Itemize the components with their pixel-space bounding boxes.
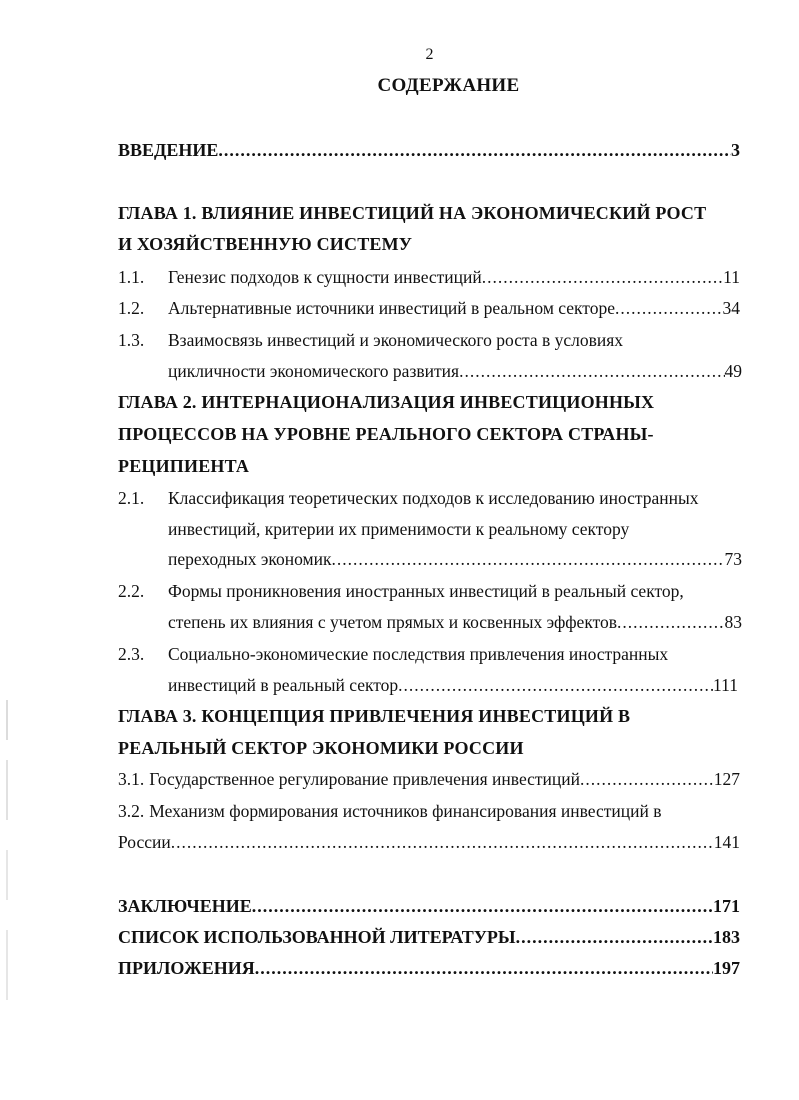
page-number: 2: [425, 46, 434, 63]
chapter2-heading-line3[interactable]: РЕЦИПИЕНТА: [118, 456, 250, 476]
dot-leader: [218, 140, 731, 161]
toc-entry-3-2[interactable]: [118, 801, 740, 822]
section-number: 1.1.: [118, 267, 145, 287]
dot-leader: [482, 267, 723, 288]
section-title-line1: Формы проникновения иностранных инвестиций в реальный сектор,: [168, 581, 684, 601]
section-title-line2: цикличности экономического развития: [168, 361, 460, 381]
toc-entry-2-1-cont[interactable]: [168, 549, 742, 570]
toc-entry-label: ПРИЛОЖЕНИЯ: [118, 958, 255, 978]
section-title-line2: России: [118, 832, 171, 852]
toc-entry-1-1[interactable]: [118, 267, 740, 288]
dot-leader: [615, 298, 723, 319]
scan-artifact: [6, 700, 8, 740]
toc-entry-3-2-cont[interactable]: [118, 832, 740, 853]
chapter1-heading-line1[interactable]: ГЛАВА 1. ВЛИЯНИЕ ИНВЕСТИЦИЙ НА ЭКОНОМИЧЕСКИЙ РОСТ: [118, 203, 707, 223]
toc-entry-1-3-cont[interactable]: [168, 361, 742, 382]
toc-entry-2-2-cont[interactable]: [168, 612, 742, 633]
toc-page-number: 127: [713, 769, 740, 789]
toc-entry-references[interactable]: [118, 927, 740, 948]
section-title: Альтернативные источники инвестиций в реальном секторе: [168, 298, 615, 318]
dot-leader: [516, 927, 713, 948]
toc-entry-appendix[interactable]: [118, 958, 740, 979]
dot-leader: [252, 896, 713, 917]
section-number: 3.1.: [118, 769, 145, 789]
toc-entry-2-3[interactable]: [118, 644, 740, 665]
toc-page-number: 197: [713, 958, 740, 978]
scan-artifact: [6, 760, 8, 820]
toc-page-number: 11: [723, 267, 740, 287]
dot-leader: [332, 549, 725, 570]
toc-entry-conclusion[interactable]: [118, 896, 740, 917]
toc-page-number: 3: [731, 140, 740, 160]
section-title-line1: Классификация теоретических подходов к исследованию иностранных: [168, 488, 699, 508]
section-title: Государственное регулирование привлечения инвестиций: [149, 769, 581, 789]
section-title: Генезис подходов к сущности инвестиций: [168, 267, 482, 287]
page-title: СОДЕРЖАНИЕ: [377, 75, 520, 96]
section-title-line3: переходных экономик: [168, 549, 332, 569]
toc-entry-1-2[interactable]: [118, 298, 740, 319]
toc-page-number: 73: [724, 549, 742, 569]
toc-page-number: 34: [722, 298, 740, 318]
chapter2-heading-line2[interactable]: ПРОЦЕССОВ НА УРОВНЕ РЕАЛЬНОГО СЕКТОРА СТРАНЫ-: [118, 424, 654, 444]
toc-entry-1-3[interactable]: [118, 330, 740, 351]
dot-leader: [617, 612, 724, 633]
toc-entry-2-2[interactable]: [118, 581, 740, 602]
chapter1-heading-line2[interactable]: И ХОЗЯЙСТВЕННУЮ СИСТЕМУ: [118, 234, 413, 254]
toc-entry-2-3-cont[interactable]: [168, 675, 738, 696]
section-number: 2.3.: [118, 644, 145, 664]
section-title-line2[interactable]: инвестиций, критерии их применимости к реальному сектору: [168, 519, 630, 539]
section-number: 1.2.: [118, 298, 145, 318]
section-number: 3.2.: [118, 801, 145, 821]
dot-leader: [171, 832, 714, 853]
section-number: 1.3.: [118, 330, 145, 350]
section-number: 2.1.: [118, 488, 145, 508]
chapter2-heading-line1[interactable]: ГЛАВА 2. ИНТЕРНАЦИОНАЛИЗАЦИЯ ИНВЕСТИЦИОННЫХ: [118, 392, 655, 412]
toc-entry-label: ЗАКЛЮЧЕНИЕ: [118, 896, 252, 916]
toc-entry-3-1[interactable]: [118, 769, 740, 790]
toc-entry-label: ВВЕДЕНИЕ: [118, 140, 219, 160]
section-title-line1: Социально-экономические последствия привлечения иностранных: [168, 644, 669, 664]
scan-artifact: [6, 850, 8, 900]
dot-leader: [255, 958, 713, 979]
section-title-line2: инвестиций в реальный сектор: [168, 675, 399, 695]
section-title-line1: Взаимосвязь инвестиций и экономического роста в условиях: [168, 330, 624, 350]
dot-leader: [580, 769, 714, 790]
section-title-line2: степень их влияния с учетом прямых и косвенных эффектов: [168, 612, 618, 632]
toc-page-number: 183: [713, 927, 740, 947]
toc-entry-label: СПИСОК ИСПОЛЬЗОВАННОЙ ЛИТЕРАТУРЫ: [118, 927, 516, 947]
dot-leader: [398, 675, 713, 696]
toc-page-number: 171: [713, 896, 740, 916]
toc-entry-intro[interactable]: [118, 140, 740, 161]
toc-page-number: 111: [713, 675, 738, 695]
chapter3-heading-line1[interactable]: ГЛАВА 3. КОНЦЕПЦИЯ ПРИВЛЕЧЕНИЯ ИНВЕСТИЦИЙ В: [118, 706, 631, 726]
scan-artifact: [6, 930, 8, 1000]
section-title-line1: Механизм формирования источников финансирования инвестиций в: [149, 801, 662, 821]
toc-page-number: 49: [724, 361, 742, 381]
dot-leader: [459, 361, 724, 382]
toc-page-number: 141: [713, 832, 740, 852]
chapter3-heading-line2[interactable]: РЕАЛЬНЫЙ СЕКТОР ЭКОНОМИКИ РОССИИ: [118, 738, 524, 758]
toc-page-number: 83: [724, 612, 742, 632]
toc-entry-2-1[interactable]: [118, 488, 740, 509]
section-number: 2.2.: [118, 581, 145, 601]
